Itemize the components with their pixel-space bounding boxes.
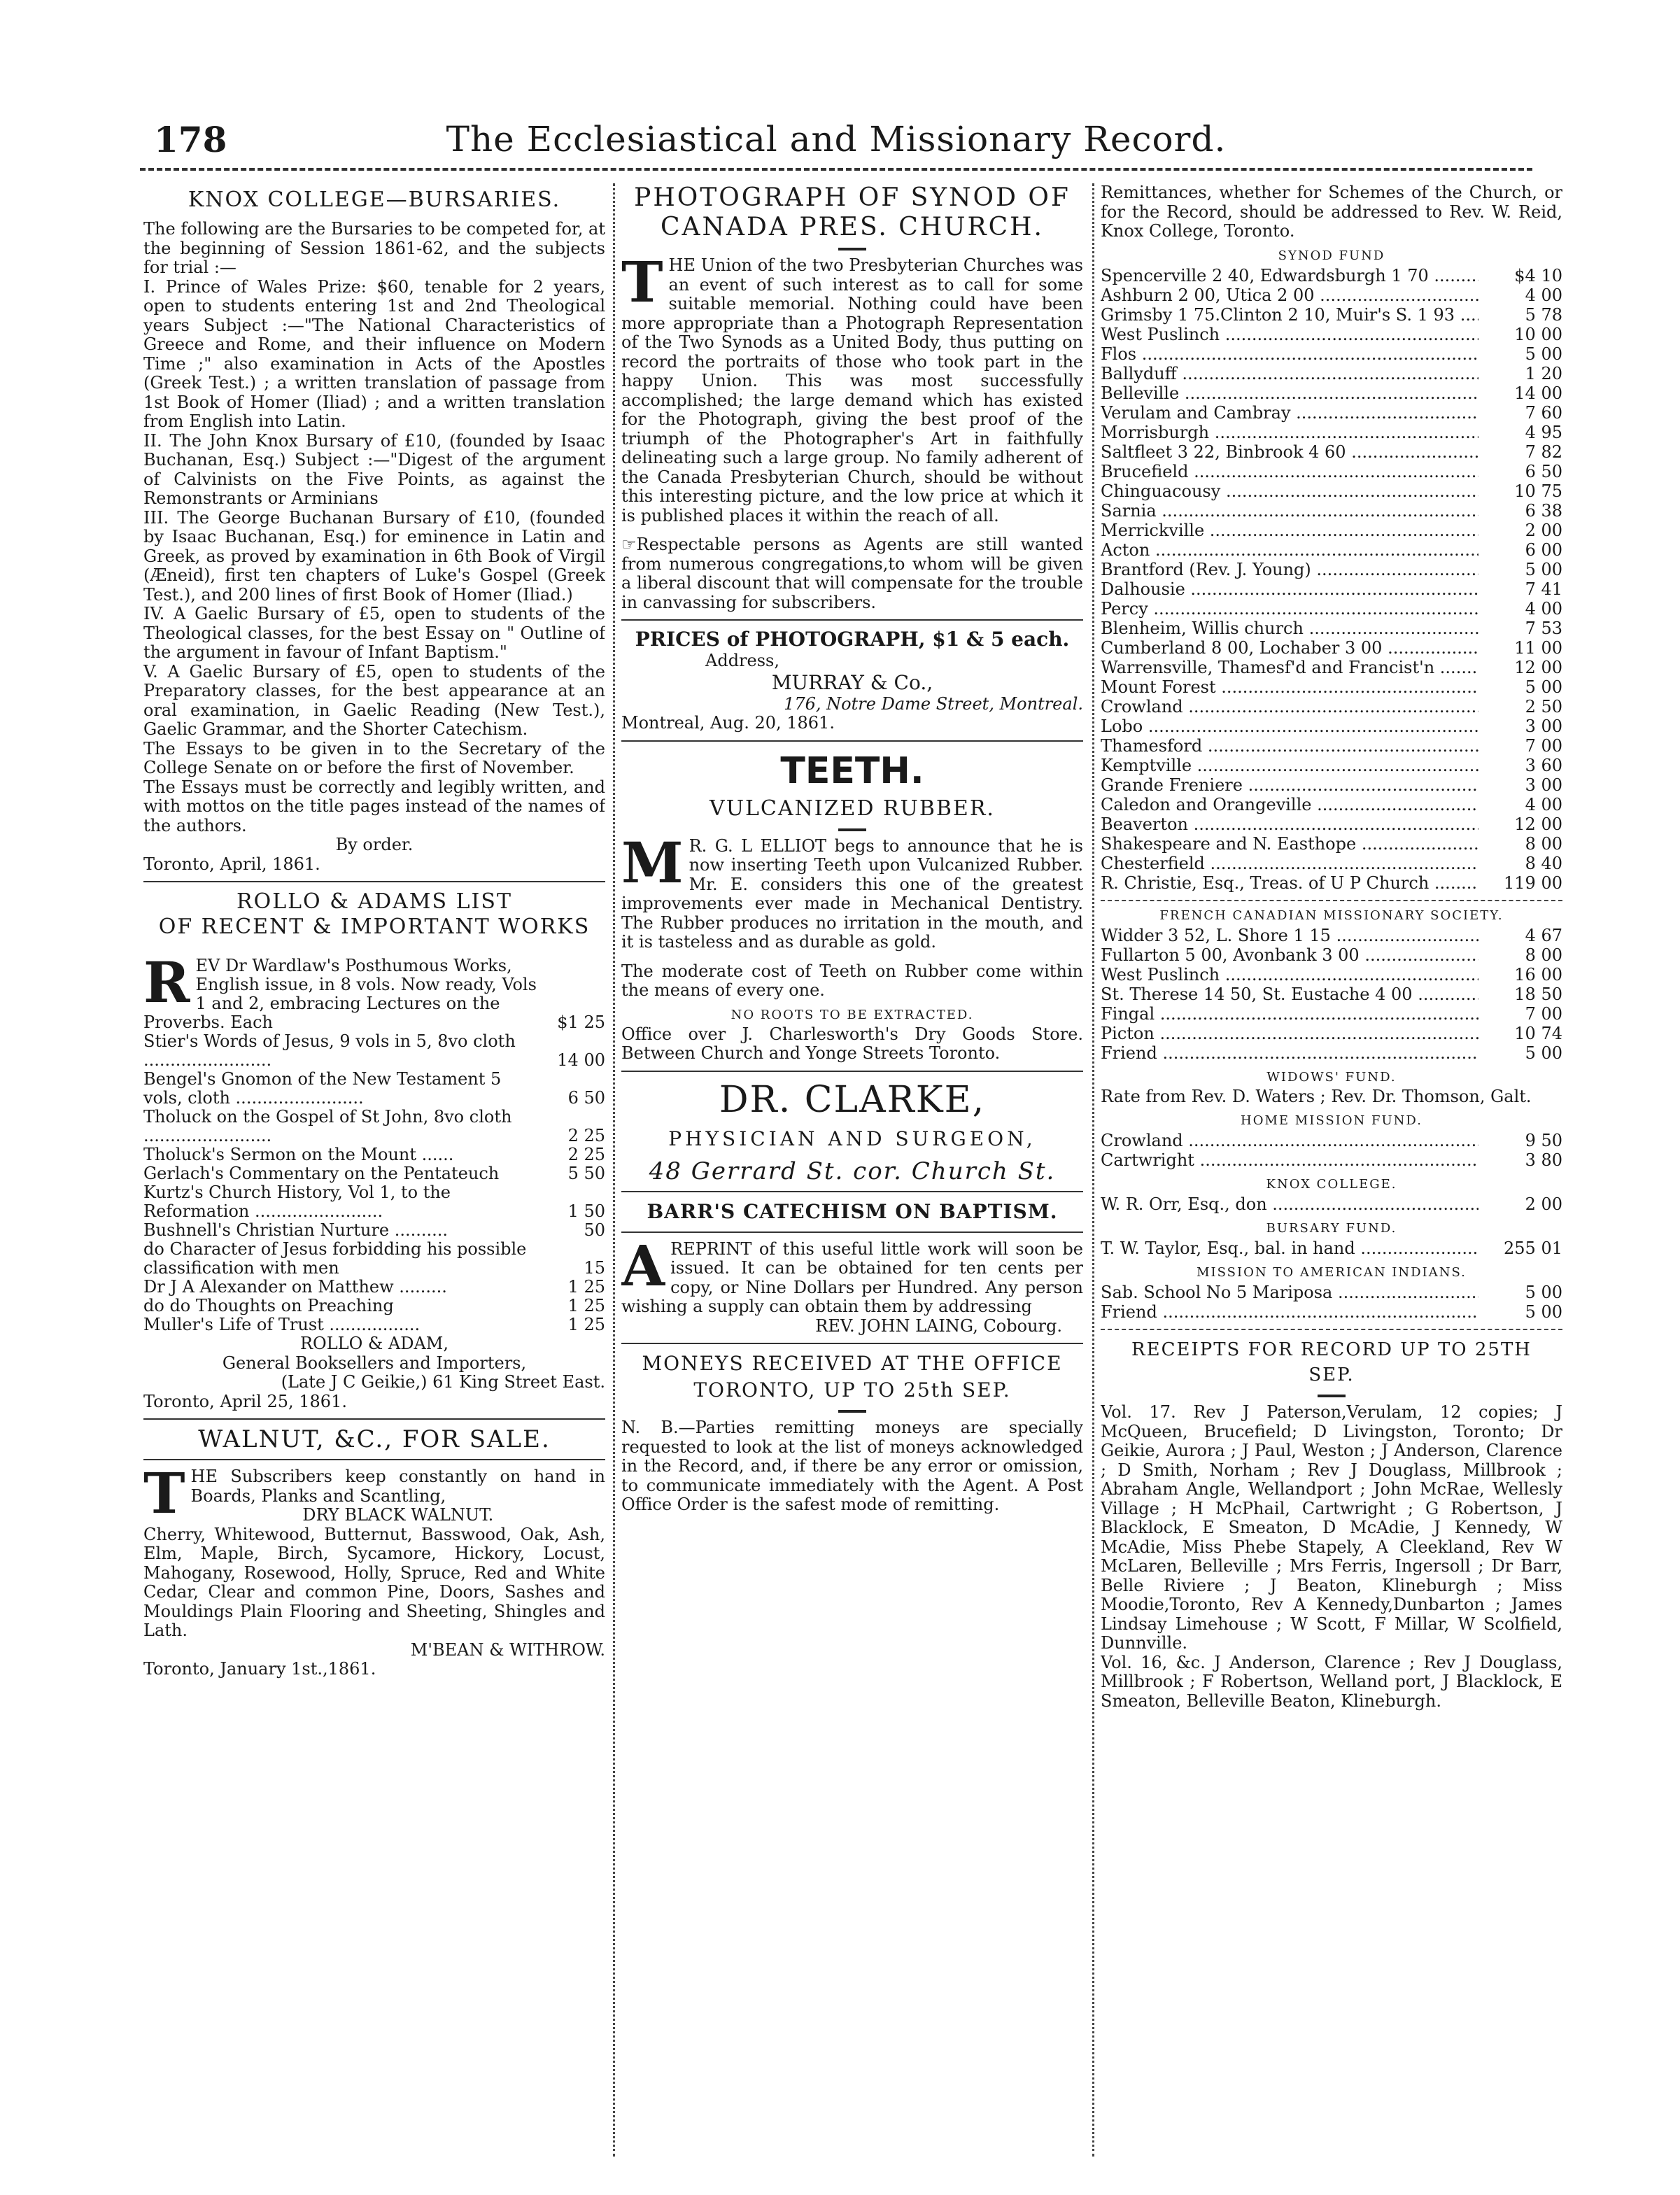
ledger-amount: 7 60	[1525, 402, 1562, 423]
section-rule	[621, 1343, 1083, 1344]
book-price: 1 50	[567, 1201, 605, 1221]
photograph-title-1: PHOTOGRAPH OF SYNOD OF	[634, 183, 1071, 212]
book-title: Tholuck's Sermon on the Mount ......	[143, 1145, 454, 1164]
ledger-amount: 4 95	[1525, 422, 1562, 442]
ledger-label: Fullarton 5 00, Avonbank 3 00 .....	[1101, 945, 1478, 965]
ledger-row	[1101, 658, 1562, 677]
ledger-amount: 7 00	[1525, 1003, 1562, 1024]
ledger-label: W. R. Orr, Esq., don .....	[1101, 1194, 1478, 1214]
ledger-amount: 119 00	[1504, 873, 1562, 893]
ledger-row	[1101, 383, 1562, 403]
barr-body: REPRINT of this useful little work will soon be issued. It can be obtained for ten cents per copy, or Nine Dollars per Hundred. Any person wishing a supply can obtain them by addressing	[621, 1238, 1083, 1316]
rollo-title-1: ROLLO & ADAMS LIST	[237, 889, 512, 914]
ledger-label: Warrensville, Thamesf'd and Francist'n .....	[1101, 658, 1478, 677]
ledger-amount: 255 01	[1504, 1238, 1562, 1258]
ledger-row	[1101, 814, 1562, 834]
ledger-amount: 7 00	[1525, 735, 1562, 756]
ledger-row	[1101, 462, 1562, 481]
ledger-row	[1101, 965, 1562, 984]
book-row	[143, 1108, 605, 1145]
ledger-amount: 11 00	[1514, 637, 1562, 658]
column-divider-left	[613, 183, 615, 2157]
receipts-para-2: Vol. 16, &c. J Anderson, Clarence ; Rev J Douglass, Millbrook ; F Robertson, Welland port, J Blacklock, E Smeaton, Belleville Beaton, Klineburgh.	[1101, 1652, 1562, 1711]
photograph-dateline: Montreal, Aug. 20, 1861.	[621, 713, 835, 733]
ledger-row	[1101, 442, 1562, 462]
ledger-label: Ballyduff .....	[1101, 364, 1478, 383]
book-price: 5 50	[567, 1164, 605, 1183]
ledger-amount: 14 00	[1514, 383, 1562, 403]
book-title: Dr J A Alexander on Matthew .........	[143, 1277, 447, 1297]
ledger-label: Crowland .....	[1101, 697, 1478, 717]
ledger-amount: 5 00	[1525, 1302, 1562, 1322]
ledger-amount: 2 00	[1525, 1194, 1562, 1214]
ledger-row	[1101, 1194, 1562, 1214]
ledger-row	[1101, 984, 1562, 1004]
photograph-agents: ☞Respectable persons as Agents are still wanted from numerous congregations,to whom will be given a liberal discount that will compensate for the trouble in canvassing for subscribers.	[621, 535, 1083, 612]
home-mission-title: HOME MISSION FUND.	[1241, 1113, 1423, 1128]
ledger-amount: 2 00	[1525, 520, 1562, 540]
photograph-firm: MURRAY & Co.,	[771, 670, 933, 694]
ledger-label: Shakespeare and N. Easthope .....	[1101, 834, 1478, 854]
short-rule	[1318, 1395, 1346, 1397]
book-price: 1 25	[567, 1277, 605, 1297]
walnut-subhead: DRY BLACK WALNUT.	[302, 1505, 494, 1525]
ledger-label: Caledon and Orangeville .....	[1101, 795, 1478, 814]
widows-body: Rate from Rev. D. Waters ; Rev. Dr. Thomson, Galt.	[1101, 1086, 1532, 1106]
ledger-amount: 5 00	[1525, 344, 1562, 364]
book-title: Stier's Words of Jesus, 9 vols in 5, 8vo cloth ........................	[143, 1031, 516, 1070]
remittance-note: Remittances, whether for Schemes of the Church, or for the Record, should be addressed to Rev. W. Reid, Knox College, Toronto.	[1101, 183, 1562, 241]
ledger-row	[1101, 501, 1562, 521]
ledger-row	[1101, 1004, 1562, 1024]
book-price: 15	[584, 1258, 605, 1278]
ledger-row	[1101, 364, 1562, 383]
ledger-amount: 3 00	[1525, 716, 1562, 736]
ledger-label: Sarnia .....	[1101, 501, 1478, 521]
ledger-label: Picton .....	[1101, 1024, 1478, 1043]
book-price: 1 25	[567, 1296, 605, 1315]
ledger-label: Mount Forest .....	[1101, 677, 1478, 697]
page-header	[140, 119, 1532, 175]
book-row	[143, 1278, 605, 1297]
walnut-dropcap: T	[143, 1460, 185, 1526]
ledger-label: Chesterfield .....	[1101, 854, 1478, 873]
ledger-label: Thamesford .....	[1101, 736, 1478, 756]
ledger-row	[1101, 1024, 1562, 1043]
photograph-prices: PRICES of PHOTOGRAPH, $1 & 5 each.	[635, 628, 1070, 651]
ledger-amount: 4 00	[1525, 285, 1562, 305]
ledger-label: Crowland .....	[1101, 1131, 1478, 1150]
receipts-para-1: Vol. 17. Rev J Paterson,Verulam, 12 copies; J McQueen, Brucefield; D Livingston, Toronto; Dr Geikie, Aurora ; J Paul, Weston ; J Anderson, Clarence ; D Smith, Norham ; Rev J Douglass, Millbrook ; Abraham Angle, Wellandport ; John McRae, Wellesly Village ; H McPhail, Cartwright ; G Robertson, J Blacklock, E Smeaton, D McAdie, J Kennedy, W McAdie, Miss Phebe Stapely, A Cleekland, Rev W McLaren, Belleville ; Mrs Ferris, Ingersoll ; Dr Barr, Belle Riviere ; J Beaton, Klineburgh ; Miss Moodie,Toronto, Rev A Kennedy,Dunbarton ; James Lindsay Limehouse ; W Scott, F Millar, W Scolfield, Dunnville.	[1101, 1402, 1562, 1653]
ledger-row	[1101, 945, 1562, 965]
ledger-row	[1101, 697, 1562, 717]
ledger-label: Acton .....	[1101, 540, 1478, 560]
ledger-row	[1101, 403, 1562, 423]
rollo-title-2: OF RECENT & IMPORTANT WORKS	[158, 915, 591, 939]
ledger-label: Brantford (Rev. J. Young) .....	[1101, 560, 1478, 579]
widows-title: WIDOWS' FUND.	[1266, 1069, 1397, 1085]
book-row	[143, 1145, 605, 1164]
bursaries-para-6: V. A Gaelic Bursary of £5, open to students of the Preparatory classes, for the best appearance at an oral examination, in Gaelic Reading (New Test.), Gaelic Grammar, and the Shorter Catechism.	[143, 661, 605, 739]
teeth-office: Office over J. Charlesworth's Dry Goods Store. Between Church and Yonge Streets Toronto.	[621, 1024, 1083, 1063]
ledger-row	[1101, 305, 1562, 325]
book-price: 1 25	[567, 1315, 605, 1334]
book-title: Bengel's Gnomon of the New Testament 5 vols, cloth ........................	[143, 1069, 502, 1108]
ledger-amount: 4 67	[1525, 925, 1562, 945]
book-price: 14 00	[557, 1050, 605, 1070]
book-title: Tholuck on the Gospel of St John, 8vo cloth ........................	[143, 1107, 512, 1145]
ledger-label: Dalhousie .....	[1101, 579, 1478, 599]
ledger-row	[1101, 717, 1562, 736]
ledger-label: Friend .....	[1101, 1043, 1478, 1063]
ledger-label: Beaverton .....	[1101, 814, 1478, 834]
section-rule	[621, 740, 1083, 742]
ledger-row	[1101, 599, 1562, 619]
ledger-amount: 12 00	[1514, 814, 1562, 834]
ledger-row	[1101, 481, 1562, 501]
ledger-amount: 3 00	[1525, 775, 1562, 795]
book-price: 2 25	[567, 1126, 605, 1145]
teeth-dropcap: M	[621, 829, 684, 896]
ledger-row	[1101, 834, 1562, 854]
page-number: 178	[154, 119, 227, 160]
section-rule	[621, 619, 1083, 621]
ledger-amount: 18 50	[1514, 984, 1562, 1004]
column-right	[1101, 183, 1562, 2164]
barr-dropcap: A	[621, 1232, 665, 1299]
ledger-amount: 5 00	[1525, 677, 1562, 697]
ledger-label: Cumberland 8 00, Lochaber 3 00 .....	[1101, 638, 1478, 658]
ledger-row	[1101, 795, 1562, 814]
photograph-street: 176, Notre Dame Street, Montreal.	[784, 693, 1083, 714]
book-row	[143, 1164, 605, 1183]
photograph-title-2: CANADA PRES. CHURCH.	[661, 213, 1044, 241]
bursaries-para-8: The Essays must be correctly and legibly written, and with mottos on the title pages instead of the names of the authors.	[143, 777, 605, 835]
ledger-row	[1101, 756, 1562, 775]
book-title: do Character of Jesus forbidding his possible classification with men	[143, 1239, 527, 1278]
ledger-amount: 8 00	[1525, 945, 1562, 965]
walnut-body: Cherry, Whitewood, Butternut, Basswood, Oak, Ash, Elm, Maple, Birch, Sycamore, Hickory, Locust, Mahogany, Rosewood, Holly, Spruce, Red and White Cedar, Clear and common Pine, Doors, Sashes and Mouldings Plain Flooring and Sheeting, Shingles and Lath.	[143, 1524, 605, 1640]
dashed-rule	[1101, 1329, 1562, 1330]
synod-fund-title: SYNOD FUND	[1278, 248, 1385, 263]
moneys-title-1: MONEYS RECEIVED AT THE OFFICE	[642, 1352, 1063, 1375]
ledger-label: Blenheim, Willis church .....	[1101, 619, 1478, 638]
ledger-label: Merrickville .....	[1101, 521, 1478, 540]
ledger-label: Sab. School No 5 Mariposa .....	[1101, 1283, 1478, 1302]
book-price: 50	[584, 1220, 605, 1240]
ledger-amount: 12 00	[1514, 657, 1562, 677]
ledger-row	[1101, 775, 1562, 795]
walnut-title: WALNUT, &C., FOR SALE.	[198, 1425, 551, 1453]
page-title: The Ecclesiastical and Missionary Record.	[446, 119, 1227, 160]
book-row	[143, 1032, 605, 1070]
ledger-label: St. Therese 14 50, St. Eustache 4 00 .....	[1101, 984, 1478, 1004]
rollo-dateline: Toronto, April 25, 1861.	[143, 1391, 347, 1411]
ledger-row	[1101, 579, 1562, 599]
ledger-amount: 5 78	[1525, 304, 1562, 325]
ledger-row	[1101, 266, 1562, 285]
bursaries-para-5: IV. A Gaelic Bursary of £5, open to students of the Theological classes, for the best Essay on " Outline of the argument in favour of Infant Baptism."	[143, 604, 605, 662]
ledger-label: Kemptville .....	[1101, 756, 1478, 775]
ledger-row	[1101, 619, 1562, 638]
section-rule	[621, 1191, 1083, 1192]
rollo-firm: ROLLO & ADAM,	[299, 1334, 449, 1353]
book-row	[143, 1297, 605, 1315]
rollo-firm-desc: General Booksellers and Importers,	[222, 1353, 527, 1373]
column-middle	[621, 183, 1083, 2164]
rollo-intro-price: $1 25	[557, 1012, 605, 1032]
ledger-label: Saltfleet 3 22, Binbrook 4 60 .....	[1101, 442, 1478, 462]
photograph-dropcap: T	[621, 249, 663, 315]
ledger-row	[1101, 873, 1562, 893]
bursaries-para-4: III. The George Buchanan Bursary of £10, (founded by Isaac Buchanan, Esq.) for eminence in Latin and Greek, as proved by examination in 6th Book of Virgil (Æneid), first ten chapters of Luke's Gospel (Greek Test.), and 200 lines of first Book of Homer (Iliad.)	[143, 507, 605, 605]
bursaries-para-2: I. Prince of Wales Prize: $60, tenable for 2 years, open to students entering 1st and 2nd Theological years Subject :—"The National Characteristics of Greece and Rome, and their influence on Modern Time ;" also examination in Acts of the Apostles (Greek Test.) ; a written translation of passage from 1st Book of Homer (Iliad) ; and a written translation from English into Latin.	[143, 276, 605, 431]
rollo-intro	[143, 950, 605, 1032]
ledger-amount: 7 41	[1525, 579, 1562, 599]
ledger-label: Grimsby 1 75.Clinton 2 10, Muir's S. 1 93 .....	[1101, 305, 1478, 325]
clarke-name: DR. CLARKE,	[719, 1078, 986, 1121]
ledger-label: Friend .....	[1101, 1302, 1478, 1322]
bursaries-by-order: By order.	[335, 835, 414, 854]
dashed-rule	[1101, 900, 1562, 901]
ledger-label: Cartwright .....	[1101, 1150, 1478, 1170]
column-divider-right	[1092, 183, 1094, 2157]
short-rule	[838, 828, 866, 831]
teeth-no-roots: NO ROOTS TO BE EXTRACTED.	[730, 1007, 974, 1022]
book-title: do do Thoughts on Preaching	[143, 1296, 394, 1315]
ledger-label: Percy .....	[1101, 599, 1478, 619]
book-row	[143, 1183, 605, 1221]
ledger-label: R. Christie, Esq., Treas. of U P Church .....	[1101, 873, 1478, 893]
ledger-amount: 3 60	[1525, 755, 1562, 775]
book-price: 6 50	[567, 1088, 605, 1108]
ledger-amount: 6 38	[1525, 500, 1562, 521]
short-rule	[838, 248, 866, 250]
ledger-amount: 10 75	[1514, 481, 1562, 501]
ledger-label: Lobo .....	[1101, 717, 1478, 736]
moneys-title-2: TORONTO, UP TO 25th SEP.	[693, 1378, 1011, 1402]
ledger-amount: 5 00	[1525, 1283, 1562, 1302]
walnut-intro: HE Subscribers keep constantly on hand in Boards, Planks and Scantling,	[190, 1467, 605, 1506]
ledger-label: Chinguacousy .....	[1101, 481, 1478, 501]
teeth-cost: The moderate cost of Teeth on Rubber come within the means of every one.	[621, 961, 1083, 1000]
ledger-amount: 6 50	[1525, 461, 1562, 481]
book-title: Muller's Life of Trust .................	[143, 1315, 421, 1334]
rollo-dropcap: R	[143, 950, 190, 1015]
ledger-row	[1101, 1238, 1562, 1258]
clarke-profession: PHYSICIAN AND SURGEON,	[668, 1127, 1036, 1150]
ledger-row	[1101, 1131, 1562, 1150]
ledger-amount: 9 50	[1525, 1131, 1562, 1150]
ledger-label: Brucefield .....	[1101, 462, 1478, 481]
section-rule	[143, 1418, 605, 1420]
book-title: Bushnell's Christian Nurture ..........	[143, 1220, 449, 1240]
receipts-title-2: SEP.	[1308, 1364, 1355, 1385]
book-row	[143, 1221, 605, 1240]
book-title: Gerlach's Commentary on the Pentateuch	[143, 1164, 500, 1183]
bursary-fund-title: BURSARY FUND.	[1266, 1221, 1397, 1236]
section-rule	[143, 1459, 605, 1460]
ledger-amount: 8 40	[1525, 853, 1562, 873]
ledger-row	[1101, 1043, 1562, 1063]
bursaries-dateline: Toronto, April, 1861.	[143, 854, 320, 874]
receipts-title-1: RECEIPTS FOR RECORD UP TO 25TH	[1131, 1339, 1532, 1360]
ledger-amount: 1 20	[1525, 363, 1562, 383]
ledger-amount: 10 74	[1514, 1023, 1562, 1043]
ledger-amount: 16 00	[1514, 964, 1562, 984]
ledger-row	[1101, 344, 1562, 364]
ledger-label: Morrisburgh .....	[1101, 423, 1478, 442]
ledger-label: Belleville .....	[1101, 383, 1478, 403]
ledger-row	[1101, 1150, 1562, 1170]
ledger-row	[1101, 540, 1562, 560]
short-rule	[838, 1410, 866, 1413]
section-rule	[621, 1071, 1083, 1072]
bursaries-title: KNOX COLLEGE—BURSARIES.	[188, 188, 561, 212]
section-rule	[143, 881, 605, 882]
book-row	[143, 1240, 605, 1278]
bursaries-para-1: The following are the Bursaries to be competed for, at the beginning of Session 1861-62, and the subjects for trial :—	[143, 219, 605, 277]
clarke-address: 48 Gerrard St. cor. Church St.	[649, 1157, 1056, 1185]
ledger-amount: 2 50	[1525, 696, 1562, 717]
ledger-amount: 8 00	[1525, 833, 1562, 854]
bursaries-para-3: II. The John Knox Bursary of £10, (founded by Isaac Buchanan, Esq.) Subject :—"Digest of the argument of Calvinists on the Five Points, as against the Remonstrants or Arminians	[143, 430, 605, 508]
ledger-label: Spencerville 2 40, Edwardsburgh 1 70 .....	[1101, 266, 1478, 285]
knox-college-title: KNOX COLLEGE.	[1266, 1177, 1397, 1192]
ledger-row	[1101, 926, 1562, 945]
photograph-body: HE Union of the two Presbyterian Churches was an event of such interest as to call for some suitable memorial. Nothing could have been more appropriate than a Photograph Representation of the Two Synods as a United Body, thus putting on record the portraits of those who took part in the happy Union. This was most successfully accomplished; the large demand which has existed for the Photograph, giving the best proof of the triumph of the Photographer's Art in faithfully delineating such a large group. No family adherent of the Canada Presbyterian Church, should be without this interesting picture, and the low price at which it is published places it within the reach of all.	[621, 255, 1083, 525]
ledger-row	[1101, 638, 1562, 658]
ledger-amount: 7 82	[1525, 442, 1562, 462]
teeth-body: R. G. L ELLIOT begs to announce that he is now inserting Teeth upon Vulcanized Rubber. Mr. E. considers this one of the greatest improvements ever made in Mechanical Dentistry. The Rubber produces no irritation in the mouth, and it is tasteless and as durable as gold.	[621, 835, 1083, 952]
ledger-label: T. W. Taylor, Esq., bal. in hand .....	[1101, 1238, 1478, 1258]
teeth-subtitle: VULCANIZED RUBBER.	[710, 796, 995, 821]
ledger-amount: $4 10	[1514, 265, 1562, 285]
ledger-row	[1101, 1302, 1562, 1322]
ledger-amount: 5 00	[1525, 559, 1562, 579]
book-row	[143, 1070, 605, 1108]
ledger-row	[1101, 521, 1562, 540]
ledger-amount: 10 00	[1514, 324, 1562, 344]
rollo-intro-text: EV Dr Wardlaw's Posthumous Works, English issue, in 8 vols. Now ready, Vols 1 and 2, embracing Lectures on the Proverbs. Each	[143, 956, 537, 1032]
book-row	[143, 1315, 605, 1334]
ledger-label: Fingal .....	[1101, 1004, 1478, 1024]
indians-title: MISSION TO AMERICAN INDIANS.	[1197, 1265, 1467, 1280]
ledger-label: Widder 3 52, L. Shore 1 15 .....	[1101, 926, 1478, 945]
ledger-label: West Puslinch .....	[1101, 965, 1478, 984]
ledger-row	[1101, 285, 1562, 305]
photograph-address-label: Address,	[705, 651, 779, 670]
ledger-label: Flos .....	[1101, 344, 1478, 364]
barr-signature: REV. JOHN LAING, Cobourg.	[815, 1315, 1062, 1336]
ledger-amount: 6 00	[1525, 539, 1562, 560]
ledger-amount: 7 53	[1525, 618, 1562, 638]
ledger-label: Verulam and Cambray .....	[1101, 403, 1478, 423]
book-title: Kurtz's Church History, Vol 1, to the Reformation ........................	[143, 1183, 451, 1221]
ledger-label: Grande Freniere .....	[1101, 775, 1478, 795]
rollo-firm-addr: (Late J C Geikie,) 61 King Street East.	[281, 1372, 605, 1392]
ledger-amount: 5 00	[1525, 1043, 1562, 1063]
ledger-row	[1101, 560, 1562, 579]
book-price: 2 25	[567, 1145, 605, 1164]
column-left	[143, 183, 605, 2164]
ledger-row	[1101, 677, 1562, 697]
ledger-row	[1101, 423, 1562, 442]
ledger-row	[1101, 854, 1562, 873]
header-rule	[140, 168, 1532, 171]
moneys-body: N. B.—Parties remitting moneys are specially requested to look at the list of moneys acknowledged in the Record, and, if there be any error or omission, to communicate immediately with the Agent. A Post Office Order is the safest mode of remitting.	[621, 1418, 1083, 1514]
walnut-firm: M'BEAN & WITHROW.	[410, 1639, 605, 1660]
bursaries-para-7: The Essays to be given in to the Secretary of the College Senate on or before the first of November.	[143, 738, 605, 777]
ledger-amount: 3 80	[1525, 1150, 1562, 1170]
ledger-row	[1101, 325, 1562, 344]
french-title: FRENCH CANADIAN MISSIONARY SOCIETY.	[1159, 908, 1504, 923]
walnut-dateline: Toronto, January 1st.,1861.	[143, 1659, 376, 1679]
ledger-row	[1101, 736, 1562, 756]
ledger-row	[1101, 1283, 1562, 1302]
teeth-title: TEETH.	[780, 749, 924, 792]
ledger-amount: 4 00	[1525, 794, 1562, 814]
ledger-label: Ashburn 2 00, Utica 2 00 .....	[1101, 285, 1478, 305]
barr-title: BARR'S CATECHISM ON BAPTISM.	[647, 1199, 1058, 1223]
section-rule	[621, 1231, 1083, 1233]
ledger-amount: 4 00	[1525, 598, 1562, 619]
ledger-label: West Puslinch .....	[1101, 325, 1478, 344]
